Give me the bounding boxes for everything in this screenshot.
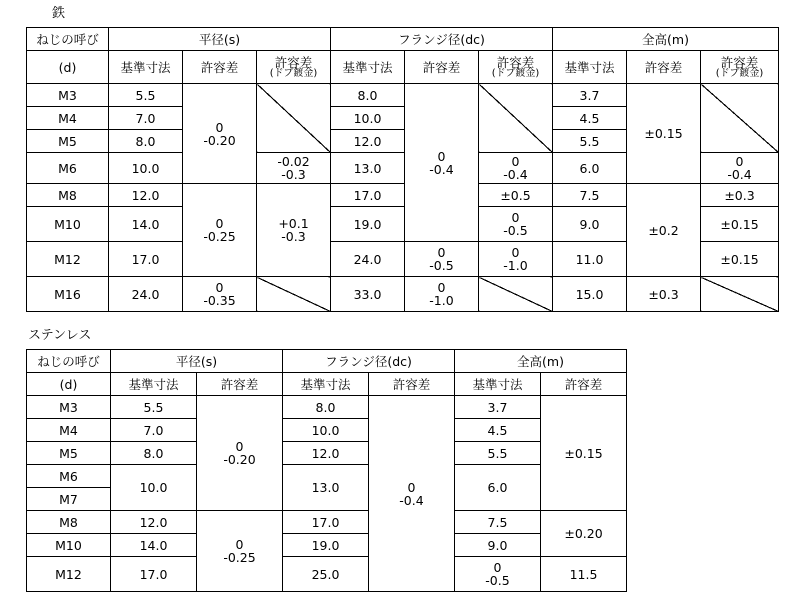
iron-spec-table bbox=[26, 27, 779, 312]
iron-s-basic: 17.0 bbox=[109, 242, 183, 277]
iron-header-d: (d) bbox=[27, 51, 109, 84]
iron-dc-tol-c: 0 -1.0 bbox=[405, 277, 479, 312]
iron-size: M10 bbox=[27, 207, 109, 242]
iron-dc-basic: 19.0 bbox=[331, 207, 405, 242]
stainless-section-label: ステンレス bbox=[28, 328, 92, 343]
stainless-dc-basic: 19.0 bbox=[283, 534, 369, 557]
stainless-size: M3 bbox=[27, 396, 111, 419]
stainless-s-basic: 14.0 bbox=[111, 534, 197, 557]
stainless-m-basic: 4.5 bbox=[455, 419, 541, 442]
iron-m-basic: 6.0 bbox=[553, 153, 627, 184]
iron-header-m-basic: 基準寸法 bbox=[553, 51, 627, 84]
iron-m-plated: ±0.15 bbox=[701, 207, 779, 242]
iron-dc-plated: 0 -0.5 bbox=[479, 207, 553, 242]
stainless-s-tol-b: 0 -0.25 bbox=[197, 511, 283, 592]
stainless-size: M5 bbox=[27, 442, 111, 465]
iron-s-basic: 5.5 bbox=[109, 84, 183, 107]
stainless-s-basic: 8.0 bbox=[111, 442, 197, 465]
iron-s-basic: 8.0 bbox=[109, 130, 183, 153]
iron-m-basic: 11.0 bbox=[553, 242, 627, 277]
stainless-dc-basic: 17.0 bbox=[283, 511, 369, 534]
iron-m-basic: 3.7 bbox=[553, 84, 627, 107]
stainless-m-basic: 11.5 bbox=[541, 557, 627, 592]
stainless-dc-basic: 12.0 bbox=[283, 442, 369, 465]
stainless-header-s: 平径(s) bbox=[111, 350, 283, 373]
stainless-dc-basic: 25.0 bbox=[283, 557, 369, 592]
iron-s-basic: 12.0 bbox=[109, 184, 183, 207]
stainless-m-basic: 3.7 bbox=[455, 396, 541, 419]
iron-header-size: ねじの呼び bbox=[27, 28, 109, 51]
iron-m-basic: 5.5 bbox=[553, 130, 627, 153]
iron-header-dc-basic: 基準寸法 bbox=[331, 51, 405, 84]
iron-size: M12 bbox=[27, 242, 109, 277]
iron-header-m-tol: 許容差 bbox=[627, 51, 701, 84]
iron-m-basic: 9.0 bbox=[553, 207, 627, 242]
stainless-dc-tol-b: 0 -0.5 bbox=[455, 557, 541, 592]
iron-m-basic: 15.0 bbox=[553, 277, 627, 312]
stainless-m-tol-b: ±0.20 bbox=[541, 511, 627, 557]
iron-header-dc: フランジ径(dc) bbox=[331, 28, 553, 51]
iron-m-plated: ±0.15 bbox=[701, 242, 779, 277]
iron-dc-basic: 17.0 bbox=[331, 184, 405, 207]
iron-header-s-plated: 許容差 (ドブ鍍金) bbox=[257, 51, 331, 84]
stainless-header-s-tol: 許容差 bbox=[197, 373, 283, 396]
stainless-header-m: 全高(m) bbox=[455, 350, 627, 373]
stainless-m-tol-a: ±0.15 bbox=[541, 396, 627, 511]
iron-s-plated-na bbox=[257, 84, 331, 153]
iron-dc-plated: 0 -0.4 bbox=[479, 153, 553, 184]
iron-m-tol-c: ±0.3 bbox=[627, 277, 701, 312]
stainless-size: M12 bbox=[27, 557, 111, 592]
stainless-size: M10 bbox=[27, 534, 111, 557]
iron-s-plated-b: +0.1 -0.3 bbox=[257, 184, 331, 277]
iron-size: M6 bbox=[27, 153, 109, 184]
iron-size: M4 bbox=[27, 107, 109, 130]
iron-dc-basic: 13.0 bbox=[331, 153, 405, 184]
iron-dc-basic: 24.0 bbox=[331, 242, 405, 277]
stainless-dc-basic: 8.0 bbox=[283, 396, 369, 419]
stainless-m-basic: 6.0 bbox=[455, 465, 541, 511]
stainless-spec-table bbox=[26, 349, 627, 592]
stainless-dc-basic: 10.0 bbox=[283, 419, 369, 442]
iron-header-m-plated: 許容差 (ドブ鍍金) bbox=[701, 51, 779, 84]
iron-m-basic: 4.5 bbox=[553, 107, 627, 130]
iron-s-tol-a: 0 -0.20 bbox=[183, 84, 257, 184]
iron-dc-basic: 33.0 bbox=[331, 277, 405, 312]
iron-header-m: 全高(m) bbox=[553, 28, 779, 51]
stainless-s-basic: 10.0 bbox=[111, 465, 197, 511]
iron-header-dc-plated: 許容差 (ドブ鍍金) bbox=[479, 51, 553, 84]
stainless-size: M8 bbox=[27, 511, 111, 534]
iron-m-plated: 0 -0.4 bbox=[701, 153, 779, 184]
stainless-header-s-basic: 基準寸法 bbox=[111, 373, 197, 396]
stainless-header-m-tol: 許容差 bbox=[541, 373, 627, 396]
iron-size: M3 bbox=[27, 84, 109, 107]
iron-dc-plated-na bbox=[479, 277, 553, 312]
iron-s-tol-b: 0 -0.25 bbox=[183, 184, 257, 277]
iron-dc-plated-na bbox=[479, 84, 553, 153]
iron-s-tol-c: 0 -0.35 bbox=[183, 277, 257, 312]
stainless-m-basic: 7.5 bbox=[455, 511, 541, 534]
iron-m-plated-na bbox=[701, 84, 779, 153]
iron-header-s: 平径(s) bbox=[109, 28, 331, 51]
iron-m-plated-na bbox=[701, 277, 779, 312]
iron-s-plated-na bbox=[257, 277, 331, 312]
iron-dc-basic: 8.0 bbox=[331, 84, 405, 107]
stainless-s-tol-a: 0 -0.20 bbox=[197, 396, 283, 511]
iron-dc-plated: ±0.5 bbox=[479, 184, 553, 207]
stainless-s-basic: 5.5 bbox=[111, 396, 197, 419]
stainless-dc-basic: 13.0 bbox=[283, 465, 369, 511]
stainless-header-m-basic: 基準寸法 bbox=[455, 373, 541, 396]
iron-s-basic: 7.0 bbox=[109, 107, 183, 130]
stainless-m-basic: 5.5 bbox=[455, 442, 541, 465]
iron-s-basic: 10.0 bbox=[109, 153, 183, 184]
iron-s-plated-a: -0.02 -0.3 bbox=[257, 153, 331, 184]
stainless-size: M6 bbox=[27, 465, 111, 488]
stainless-s-basic: 12.0 bbox=[111, 511, 197, 534]
iron-size: M5 bbox=[27, 130, 109, 153]
iron-header-dc-tol: 許容差 bbox=[405, 51, 479, 84]
iron-header-s-tol: 許容差 bbox=[183, 51, 257, 84]
iron-size: M16 bbox=[27, 277, 109, 312]
stainless-header-dc: フランジ径(dc) bbox=[283, 350, 455, 373]
stainless-header-d: (d) bbox=[27, 373, 111, 396]
iron-header-s-basic: 基準寸法 bbox=[109, 51, 183, 84]
iron-dc-tol-a: 0 -0.4 bbox=[405, 84, 479, 242]
stainless-s-basic: 7.0 bbox=[111, 419, 197, 442]
iron-dc-plated: 0 -1.0 bbox=[479, 242, 553, 277]
stainless-header-size: ねじの呼び bbox=[27, 350, 111, 373]
iron-m-plated: ±0.3 bbox=[701, 184, 779, 207]
iron-dc-basic: 10.0 bbox=[331, 107, 405, 130]
iron-section-label: 鉄 bbox=[52, 6, 66, 21]
iron-m-tol-a: ±0.15 bbox=[627, 84, 701, 184]
stainless-dc-tol-a: 0 -0.4 bbox=[369, 396, 455, 592]
stainless-size: M4 bbox=[27, 419, 111, 442]
iron-dc-tol-b: 0 -0.5 bbox=[405, 242, 479, 277]
iron-s-basic: 14.0 bbox=[109, 207, 183, 242]
iron-m-basic: 7.5 bbox=[553, 184, 627, 207]
stainless-header-dc-basic: 基準寸法 bbox=[283, 373, 369, 396]
stainless-s-basic: 17.0 bbox=[111, 557, 197, 592]
iron-s-basic: 24.0 bbox=[109, 277, 183, 312]
iron-m-tol-b: ±0.2 bbox=[627, 184, 701, 277]
stainless-header-dc-tol: 許容差 bbox=[369, 373, 455, 396]
stainless-size: M7 bbox=[27, 488, 111, 511]
iron-dc-basic: 12.0 bbox=[331, 130, 405, 153]
iron-size: M8 bbox=[27, 184, 109, 207]
stainless-m-basic: 9.0 bbox=[455, 534, 541, 557]
